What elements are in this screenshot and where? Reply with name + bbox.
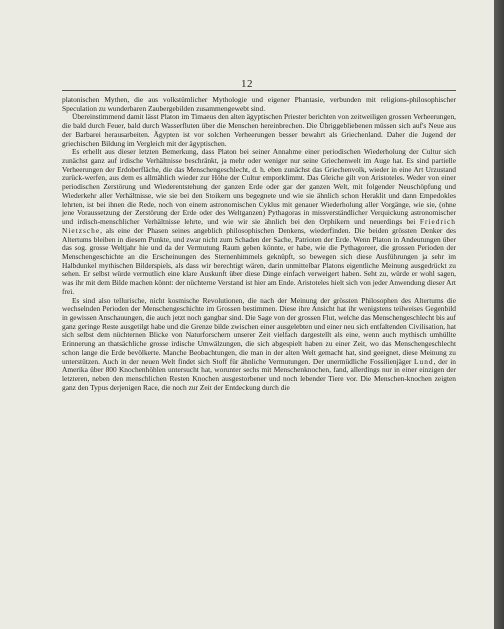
paragraph-3 xyxy=(62,148,456,296)
paragraph-2 xyxy=(62,113,456,148)
paragraph-text: Es sind also tellurische, nicht kosmische Revolutionen, die nach der Meinung der grössten Philosophen des Altertums die wechselnden Perioden der Menschengeschichte im Grossen bestimmen. Diese ihre Ansicht hat ihr wenigstens teilweises Gegenbild in gewissen Anschauungen, die auch jetzt noch gangbar sind. Die Sage von der grossen Flut, welche das Menschengeschlecht bis auf ganz geringe Reste ausgetilgt habe und die Grenze bilde zwischen einer ausgelebten und einer neu sich entfaltenden Civilisation, hat sich selbst dem nüchternen Blicke von Naturforschern unserer Zeit vielfach dargestellt als eine, wenn auch mythisch umhüllte Erinnerung an thatsächliche grosse irdische Umwälzungen, die sich abgespielt haben zu einer Zeit, wo das Menschengeschlecht schon lange die Erde bevölkerte. Manche Beobachtungen, die man in der alten Welt gemacht hat, sind geeignet, diese Meinung zu unterstützen. Auch in der neuen Welt findet sich Stoff für ähnliche Vermutungen. Der unermüdliche Fossilienjäger xyxy=(62,295,456,366)
paragraph-text: Übereinstimmend damit lässt Platon im Timaeus den alten ägyptischen Priester berichten von zeitweiligen grossen Verheerungen, die bald durch Feuer, bald durch Wasserfluten über die Menschen hereinbrechen. Die Übriggebliebenen müssen sich auf's Neue aus der Barbarei herausarbeiten. Ägypten ist vor solchen Verheerungen besser bewahrt als Griechenland. Daher die Jugend der griechischen Bildung im Vergleich mit der ägyptischen. xyxy=(62,112,456,148)
paragraph-text-continued: , als eine der Phasen seines angeblich philosophischen Denkens, wiederfinden. Die beiden grössten Denker des Altertums bleiben in diesem Punkte, und zwar nicht zum Schaden der Sache, Patrioten der Erde. Wenn Platon in Andeutungen über das sog. grosse Weltjahr hie und da der Vermutung Raum geben könnte, er habe, wie die Pythagoreer, die grossen Perioden der Menschengeschichte an die Erscheinungen des Sternenhimmels geknüpft, so bewegen sich diese Ausführungen ja sehr im Halbdunkel mythischen Bilderspiels, als dass wir berechtigt wären, darin unmittelbar Platons eigentliche Meinung ausgedrückt zu sehen. Er selbst würde vermutlich eine klare Auskunft über diese Dinge einfach verweigert haben. Seht zu, würde er wohl sagen, was ihr mit dem Bilde machen könnt: der nüchterne Verstand ist hier am Ende. Aristoteles hielt sich von jeder Anwendung dieser Art frei. xyxy=(62,225,456,296)
page-number: 12 xyxy=(241,78,253,90)
scan-edge xyxy=(494,0,504,629)
paragraph-1 xyxy=(62,96,456,113)
body-text xyxy=(62,96,456,392)
paragraph-4 xyxy=(62,297,456,393)
spaced-name-lund: Lund xyxy=(414,356,434,366)
header-rule xyxy=(62,90,456,91)
paragraph-text: Es erhellt aus dieser letzten Bemerkung, dass Platon bei seiner Annahme einer periodischen Wiederholung der Cultur sich zunächst ganz auf irdische Verhältnisse beschränkt, ja mehr oder weniger nur seine Griechenwelt im Auge hat. Es sind partielle Verheerungen der Erdoberfläche, die das Menschengeschlecht, d. h. eben zunächst das Griechenvolk, wieder in eine Art Urzustand zurück-werfen, aus dem es allmählich wieder zur Höhe der Cultur emporklimmt. Das Gleiche gilt von Aristoteles. Weder von einer periodischen Zerstörung und Wiederentstehung der ganzen Erde oder gar der ganzen Welt, mit folgender Neuschöpfung und Wiederkehr aller Verhältnisse, wie sie bei den Stoikern uns begegnete und wie sie ähnlich schon Heraklit und dann Empedokles lehrten, ist bei ihnen die Rede, noch von einem astronomischen Cyklus mit genauer Wiederholung aller Vorgänge, wie sie, (ohne jene Voraussetzung der Zerstörung der Erde oder des Weltganzen) Pythagoras in missverständlicher Verquickung astronomischer und irdisch-menschlicher Verhältnisse lehrte, und wie wir sie ähnlich bei den Orphikern und neuerdings bei xyxy=(62,147,456,227)
spaced-name-nietzsche: Friedrich Nietzsche xyxy=(62,217,456,235)
paragraph-text: platonischen Mythen, die aus volkstümlicher Mythologie und eigener Phantasie, verbunden mit religions-philosophischer Speculation zu wunderbaren Zaubergebilden zusammengewebt sind. xyxy=(62,95,456,113)
paragraph-text-continued: , der in Amerika über 800 Knochenhöhlen untersucht hat, worunter sechs mit Menschenknochen, fand, allerdings nur in einer einzigen der letzteren, neben den menschlichen Resten Knochen ausgestorbener und noch lebender Tiere vor. Die Menschen-knochen zeigten ganz den Typus derjenigen Race, die noch zur Zeit der Entdeckung durch die xyxy=(62,356,456,392)
